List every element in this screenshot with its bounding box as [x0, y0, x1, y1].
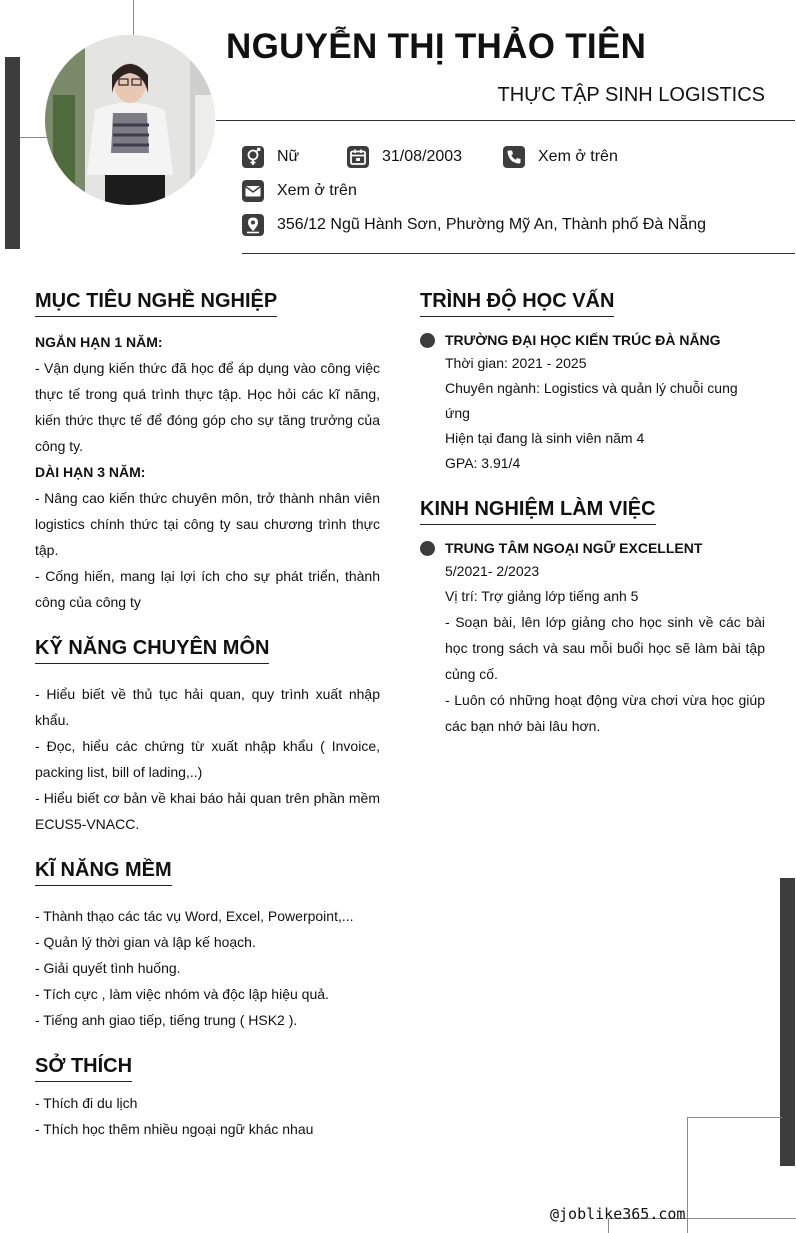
divider [242, 253, 795, 254]
experience-section [420, 498, 765, 739]
objective-short-text: - Vận dụng kiến thức đã học để áp dụng vào công việc thực tế trong quá trình thực tập. Học hỏi các kĩ năng, kiến thức thực tế để đóng góp cho sự tăng trưởng của công ty. [35, 360, 380, 454]
experience-position: Vị trí: Trợ giảng lớp tiếng anh 5 [445, 588, 639, 604]
list-item: - Thích học thêm nhiều ngoại ngữ khác nhau [35, 1121, 314, 1137]
section-title: KĨ NĂNG MỀM [35, 859, 172, 886]
gender-text: Nữ [277, 148, 300, 165]
list-item: - Quản lý thời gian và lập kế hoạch. [35, 934, 256, 950]
calendar-icon [347, 146, 369, 168]
birthday-text: 31/08/2003 [382, 148, 463, 165]
info-gender [242, 146, 299, 168]
candidate-name: NGUYỄN THỊ THẢO TIÊN [226, 27, 647, 66]
experience-entry [420, 537, 765, 739]
location-icon [242, 214, 264, 236]
objective-section [35, 290, 380, 615]
address-text: 356/12 Ngũ Hành Sơn, Phường Mỹ An, Thành phố Đà Nẵng [277, 216, 707, 233]
bullet-dot [420, 333, 435, 348]
experience-duty: - Luôn có những hoạt động vừa chơi vừa học giúp các bạn nhớ bài lâu hơn. [445, 692, 765, 734]
list-item: - Hiểu biết về thủ tục hải quan, quy trình xuất nhập khẩu. [35, 686, 380, 728]
decorative-line [133, 0, 134, 40]
info-address [242, 214, 706, 236]
watermark-text: @joblike365.com [550, 1205, 686, 1223]
decorative-bar-left [5, 57, 20, 249]
left-column [35, 290, 380, 1142]
objective-long-text: - Nâng cao kiến thức chuyên môn, trở thành nhân viên logistics chính thức tại công ty sau chương trình thực tập. [35, 490, 380, 558]
bullet-dot [420, 541, 435, 556]
phone-text: Xem ở trên [538, 148, 618, 165]
school-name: TRƯỜNG ĐẠI HỌC KIẾN TRÚC ĐÀ NẴNG [445, 332, 721, 348]
section-title: SỞ THÍCH [35, 1055, 132, 1082]
pro-skills-section [35, 637, 380, 837]
section-title: KINH NGHIỆM LÀM VIỆC [420, 498, 656, 525]
soft-skills-section [35, 859, 380, 1033]
list-item: - Tích cực , làm việc nhóm và độc lập hiệu quả. [35, 986, 329, 1002]
info-email [242, 180, 357, 202]
list-item: - Đọc, hiểu các chứng từ xuất nhập khẩu ( Invoice, packing list, bill of lading,..) [35, 738, 380, 780]
decorative-bar-right [780, 878, 795, 1166]
objective-long-label: DÀI HẠN 3 NĂM: [35, 464, 146, 480]
section-title: MỤC TIÊU NGHỀ NGHIỆP [35, 290, 277, 317]
education-gpa: GPA: 3.91/4 [445, 455, 521, 471]
company-name: TRUNG TÂM NGOẠI NGỮ EXCELLENT [445, 540, 703, 556]
mail-icon [242, 180, 264, 202]
education-major: Chuyên ngành: Logistics và quản lý chuỗi cung ứng [445, 380, 738, 421]
objective-short-label: NGẮN HẠN 1 NĂM: [35, 334, 163, 350]
list-item: - Thành thạo các tác vụ Word, Excel, Powerpoint,... [35, 908, 354, 924]
experience-duty: - Soạn bài, lên lớp giảng cho học sinh về các bài học trong sách và sau mỗi buổi học sẽ làm bài tập củng cố. [445, 614, 765, 682]
decorative-line [20, 137, 50, 138]
info-phone [503, 146, 618, 168]
section-title: KỸ NĂNG CHUYÊN MÔN [35, 637, 269, 664]
education-section [420, 290, 765, 476]
list-item: - Hiểu biết cơ bản về khai báo hải quan trên phần mềm ECUS5-VNACC. [35, 790, 380, 832]
decorative-frame [687, 1117, 782, 1233]
experience-period: 5/2021- 2/2023 [445, 563, 540, 579]
education-status: Hiện tại đang là sinh viên năm 4 [445, 430, 645, 446]
email-text: Xem ở trên [277, 182, 357, 199]
info-birthday [347, 146, 462, 168]
list-item: - Thích đi du lịch [35, 1095, 138, 1111]
list-item: - Tiếng anh giao tiếp, tiếng trung ( HSK2 ). [35, 1012, 298, 1028]
job-title: THỰC TẬP SINH LOGISTICS [497, 84, 765, 106]
section-title: TRÌNH ĐỘ HỌC VẤN [420, 290, 614, 317]
phone-icon [503, 146, 525, 168]
list-item: - Giải quyết tình huống. [35, 960, 181, 976]
objective-long-text: - Cống hiến, mang lại lợi ích cho sự phát triển, thành công của công ty [35, 568, 380, 610]
education-time: Thời gian: 2021 - 2025 [445, 355, 587, 371]
gender-icon [242, 146, 264, 168]
education-entry [420, 329, 765, 476]
profile-photo [45, 35, 215, 205]
hobbies-section [35, 1055, 380, 1142]
right-column [420, 290, 765, 739]
divider [216, 120, 795, 121]
